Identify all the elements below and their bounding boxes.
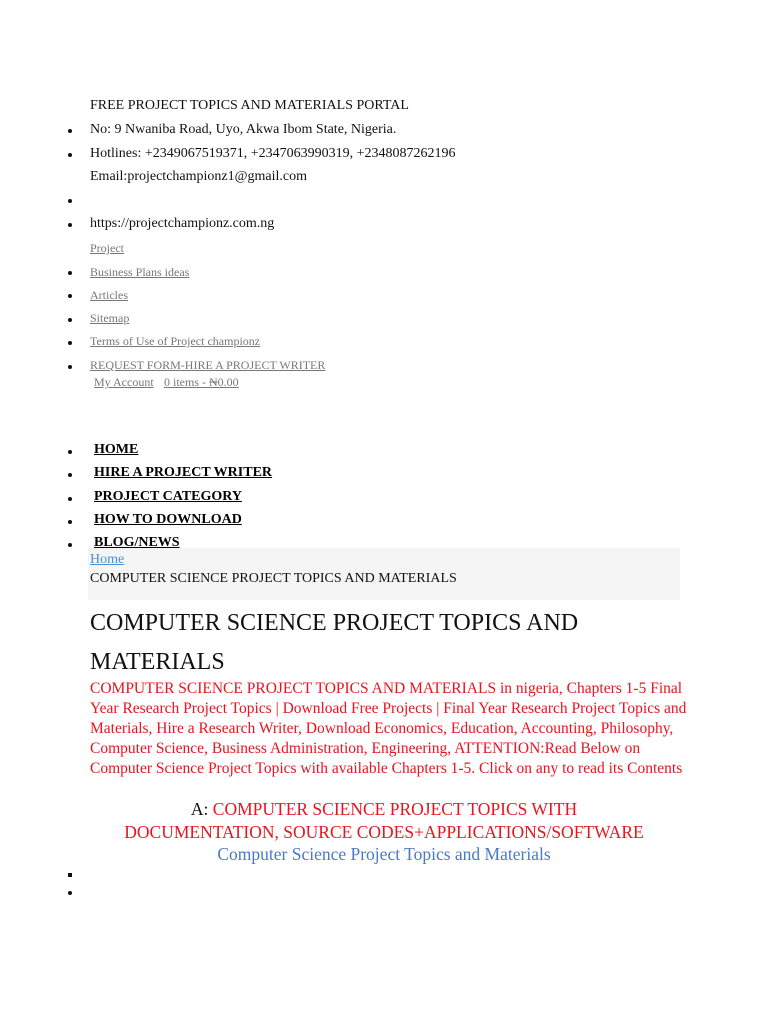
sitemap-link[interactable]: Sitemap bbox=[90, 311, 130, 325]
website-link[interactable]: https://projectchampionz.com.ng bbox=[90, 216, 275, 231]
cart-link[interactable]: 0 items - ₦0.00 bbox=[164, 375, 239, 389]
bullet-icon bbox=[68, 153, 72, 157]
section-prefix: A: bbox=[190, 799, 213, 819]
bullet-icon bbox=[68, 473, 72, 477]
intro-paragraph bbox=[90, 679, 690, 779]
request-form-link[interactable]: REQUEST FORM-HIRE A PROJECT WRITER bbox=[90, 358, 326, 372]
subheading-link[interactable]: Computer Science Project Topics and Materials bbox=[217, 844, 551, 864]
project-link[interactable]: Project bbox=[90, 241, 124, 255]
bullet-icon bbox=[68, 294, 72, 298]
terms-link[interactable]: Terms of Use of Project championz bbox=[90, 334, 261, 348]
nav-home[interactable]: HOME bbox=[94, 442, 139, 457]
articles-link[interactable]: Articles bbox=[90, 288, 128, 302]
bullet-icon bbox=[68, 271, 72, 275]
bullet-icon bbox=[68, 520, 72, 524]
breadcrumb-home-link[interactable]: Home bbox=[90, 552, 125, 567]
section-heading-line1 bbox=[0, 798, 768, 820]
bullet-icon bbox=[68, 450, 72, 454]
list-marker-icon bbox=[68, 873, 72, 877]
bullet-icon bbox=[68, 365, 72, 369]
intro-text: in nigeria, Chapters 1-5 Final Year Research Project Topics | Download Free Projects | Final Year Research Project Topics and Materials, Hire a Research Writer, Download Economics, Education, Accounting, Philosophy, Computer Science, Business Administration, Engineering, ATTENTION:Read Below on Computer Science Project Topics with available Chapters 1-5. Click on any to read its Contents bbox=[90, 680, 687, 777]
page-title-line2: MATERIALS bbox=[90, 649, 225, 675]
page-title-line1: COMPUTER SCIENCE PROJECT TOPICS AND bbox=[90, 610, 579, 636]
bullet-icon bbox=[68, 543, 72, 547]
bullet-icon bbox=[68, 497, 72, 501]
bullet-icon bbox=[68, 129, 72, 133]
bullet-icon bbox=[68, 341, 72, 345]
nav-how-to-download[interactable]: HOW TO DOWNLOAD bbox=[94, 512, 242, 527]
intro-highlight: COMPUTER SCIENCE PROJECT TOPICS AND MATERIALS bbox=[90, 680, 497, 697]
business-plans-link[interactable]: Business Plans ideas bbox=[90, 265, 190, 279]
address-text: No: 9 Nwaniba Road, Uyo, Akwa Ibom State, Nigeria. bbox=[90, 122, 397, 137]
bullet-icon bbox=[68, 199, 72, 203]
section-title-line2: DOCUMENTATION, SOURCE CODES+APPLICATIONS/SOFTWARE bbox=[124, 822, 644, 842]
email-text: Email:projectchampionz1@gmail.com bbox=[90, 169, 307, 184]
section-title-line1: COMPUTER SCIENCE PROJECT TOPICS WITH bbox=[212, 799, 578, 819]
portal-title: FREE PROJECT TOPICS AND MATERIALS PORTAL bbox=[90, 98, 409, 113]
nav-hire-writer[interactable]: HIRE A PROJECT WRITER bbox=[94, 465, 273, 480]
hotlines-text: Hotlines: +2349067519371, +2347063990319, +2348087262196 bbox=[90, 146, 456, 161]
nav-blog-news[interactable]: BLOG/NEWS bbox=[94, 535, 180, 550]
nav-project-category[interactable]: PROJECT CATEGORY bbox=[94, 489, 242, 504]
bullet-icon bbox=[68, 223, 72, 227]
breadcrumb-current: COMPUTER SCIENCE PROJECT TOPICS AND MATERIALS bbox=[90, 571, 457, 586]
my-account-link[interactable]: My Account bbox=[94, 375, 154, 389]
bullet-icon bbox=[68, 891, 72, 895]
bullet-icon bbox=[68, 318, 72, 322]
